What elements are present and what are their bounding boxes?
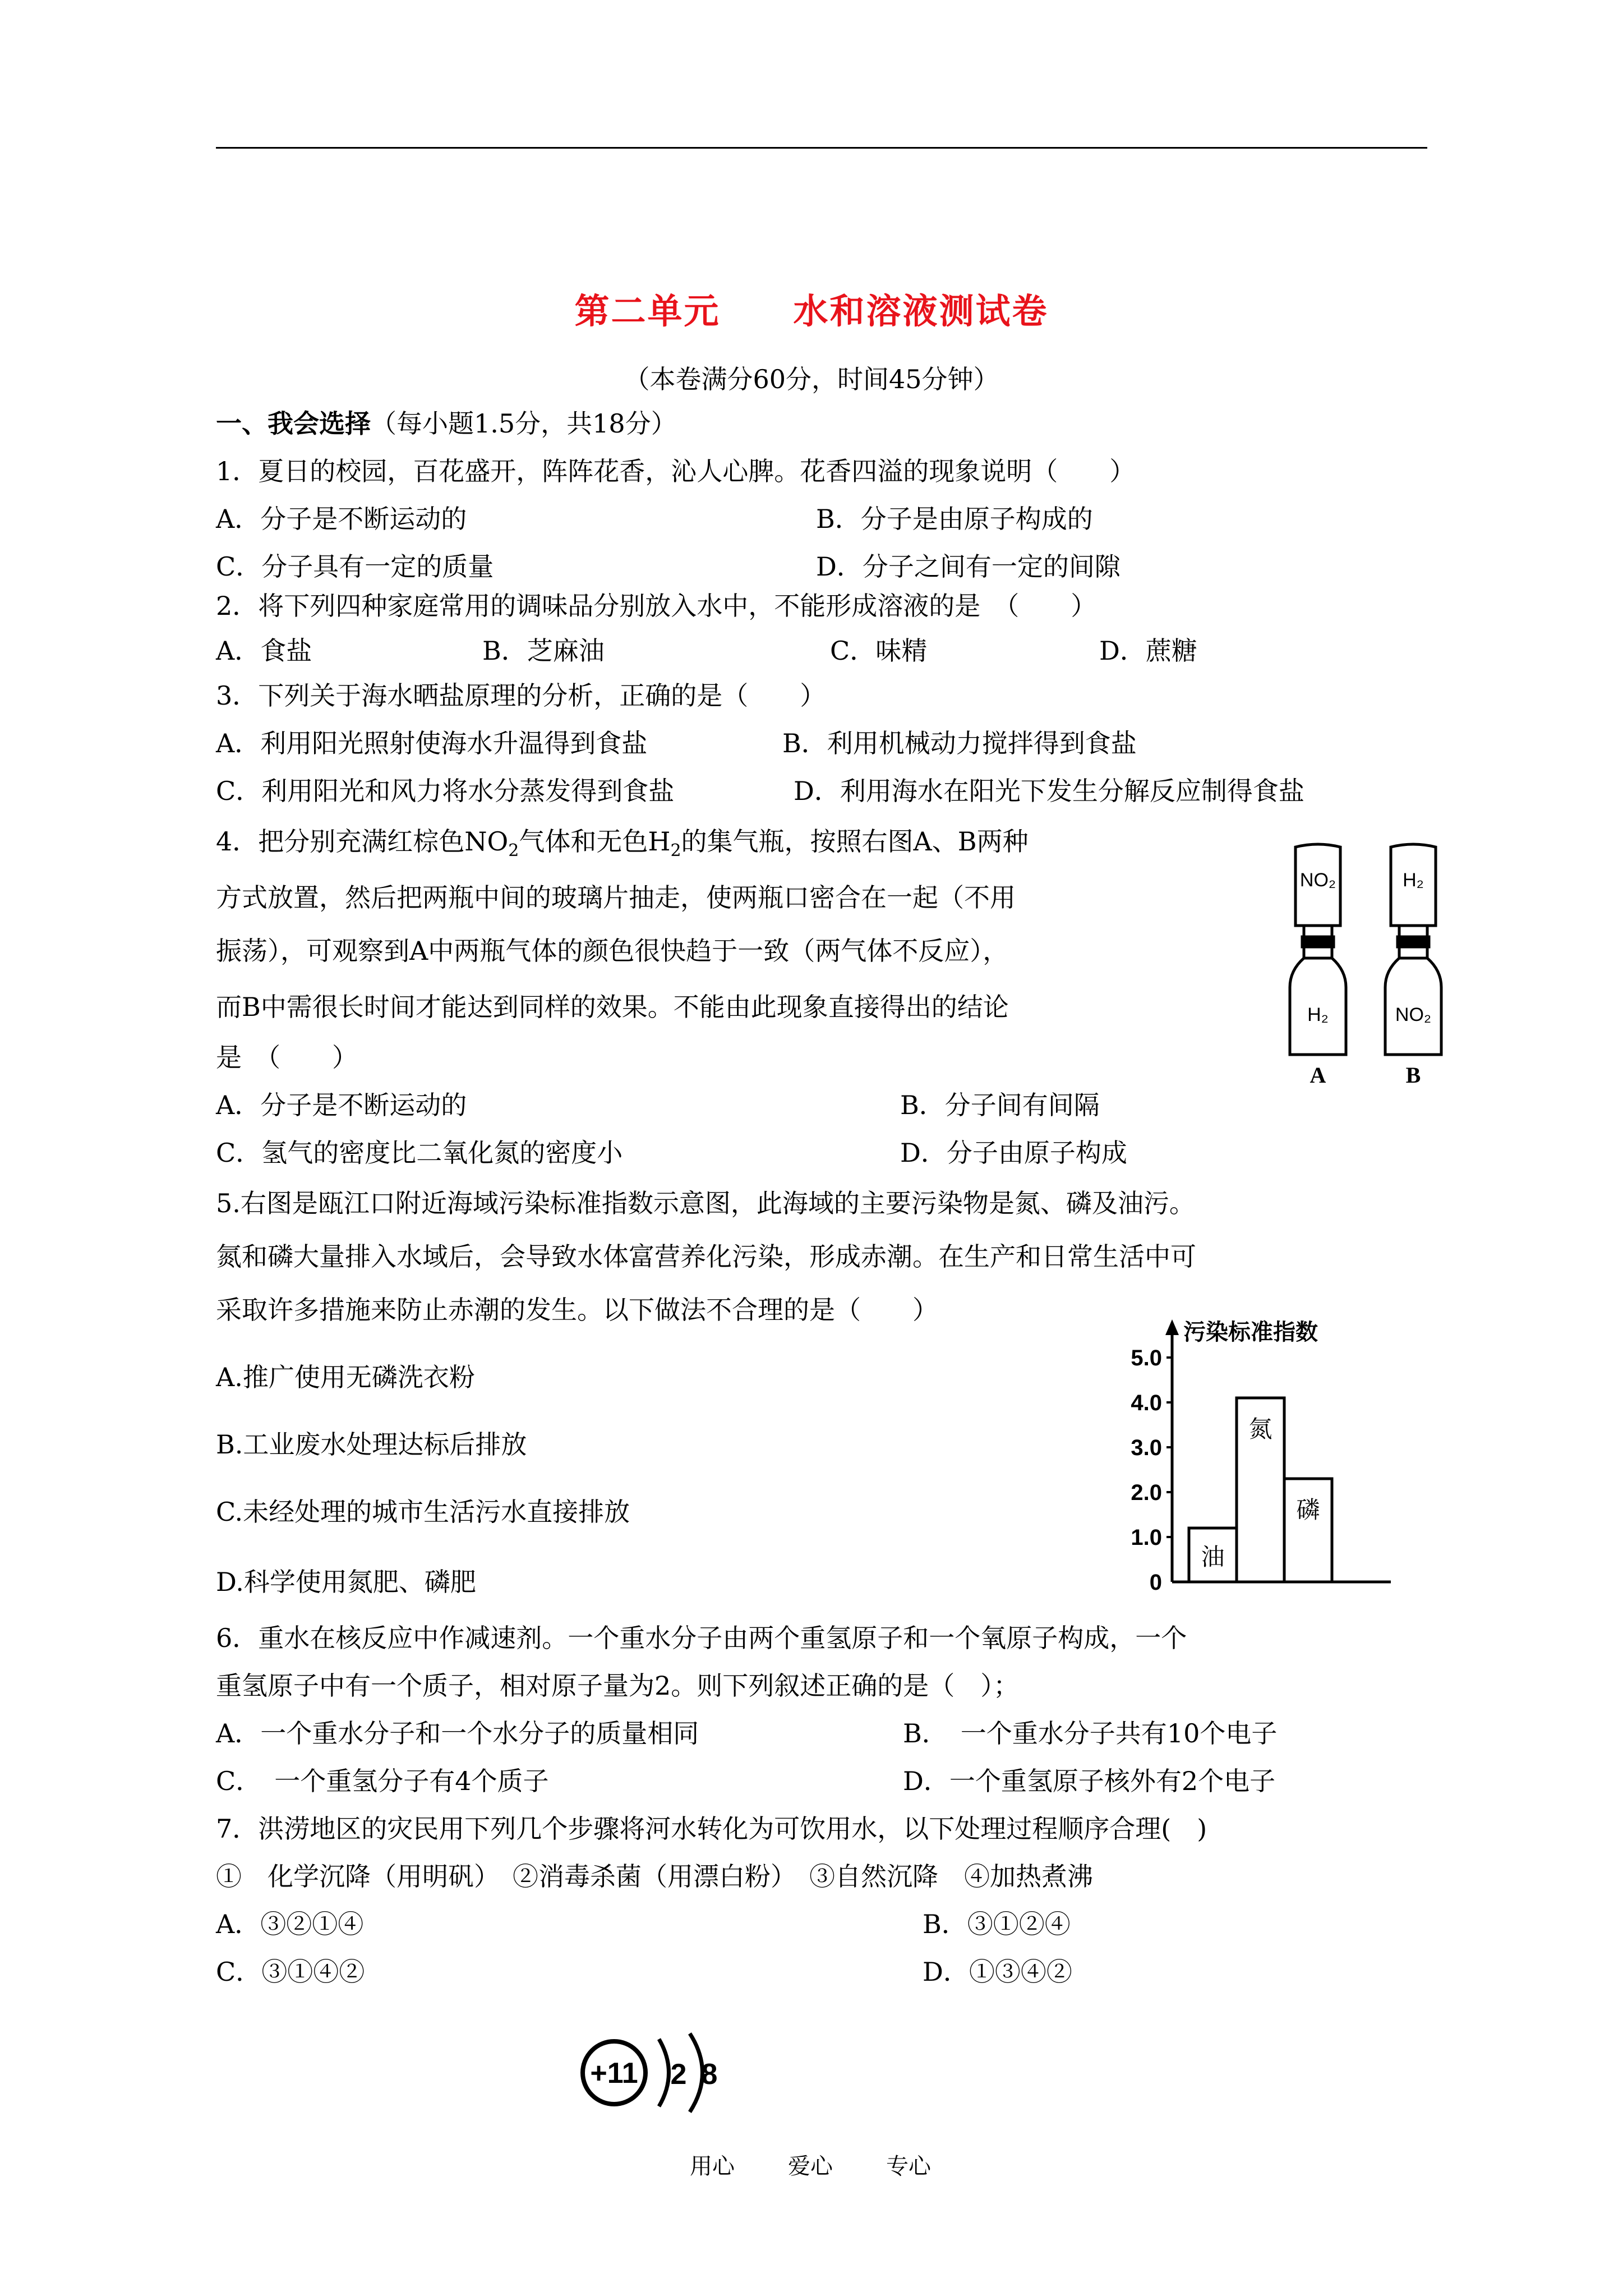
q7-stem: 7．洪涝地区的灾民用下列几个步骤将河水转化为可饮用水，以下处理过程顺序合理( ) <box>216 1814 1207 1844</box>
q2-option-b: B．芝麻油 <box>482 636 605 666</box>
bar-label-3: 磷 <box>1296 1496 1320 1524</box>
q5-option-d: D.科学使用氮肥、磷肥 <box>216 1567 476 1597</box>
q6-line-1: 6．重水在核反应中作减速剂。一个重水分子由两个重氢原子和一个氧原子构成，一个 <box>216 1623 1187 1653</box>
bar-label-2: 氮 <box>1248 1415 1272 1443</box>
q1-option-c: C．分子具有一定的质量 <box>216 551 494 582</box>
y-tick-label: 2.0 <box>1131 1480 1162 1505</box>
q4-option-b: B．分子间有间隔 <box>900 1090 1100 1120</box>
y-tick-label: 0 <box>1149 1570 1162 1595</box>
q1-option-d: D．分子之间有一定的间隙 <box>816 551 1121 582</box>
page-title: 第二单元 水和溶液测试卷 <box>574 291 1049 332</box>
q4-line-2: 方式放置，然后把两瓶中间的玻璃片抽走，使两瓶口密合在一起（不用 <box>216 882 1016 913</box>
footer-word-3: 专心 <box>886 2154 931 2179</box>
y-axis-arrow <box>1165 1319 1179 1335</box>
q4-line-5: 是 （ ） <box>216 1042 358 1073</box>
q3-option-c: C．利用阳光和风力将水分蒸发得到食盐 <box>216 776 675 806</box>
figure-label-a: A <box>1310 1062 1326 1088</box>
header-rule <box>216 147 1427 149</box>
electron-shell-2 <box>690 2033 703 2112</box>
bar-label-1: 油 <box>1201 1543 1225 1571</box>
y-tick-label: 1.0 <box>1131 1525 1162 1550</box>
q3-option-a: A．利用阳光照射使海水升温得到食盐 <box>216 728 648 758</box>
q2-option-d: D．蔗糖 <box>1099 636 1197 666</box>
shell-1-electrons: 2 <box>670 2058 687 2091</box>
q5-option-c: C.未经处理的城市生活污水直接排放 <box>216 1497 630 1527</box>
electron-shell-1 <box>659 2039 669 2106</box>
q4-option-c: C．氢气的密度比二氧化氮的密度小 <box>216 1138 623 1168</box>
q6-option-d: D．一个重氢原子核外有2个电子 <box>903 1766 1276 1796</box>
jar-a-bottom-label: H₂ <box>1307 1004 1329 1025</box>
y-tick-label: 3.0 <box>1131 1435 1162 1460</box>
q4-line-4: 而B中需很长时间才能达到同样的效果。不能由此现象直接得出的结论 <box>216 992 1009 1022</box>
q7-steps: ① 化学沉降（用明矾） ②消毒杀菌（用漂白粉） ③自然沉降 ④加热煮沸 <box>216 1861 1093 1892</box>
q4-line-1: 4．把分别充满红棕色$NO_2$气体和无色$H_2$的集气瓶，按照右图A、B两种 <box>216 826 1029 861</box>
q4-option-a: A．分子是不断运动的 <box>216 1090 467 1120</box>
q5-option-a: A.推广使用无磷洗衣粉 <box>216 1362 475 1392</box>
q7-option-b: B．③①②④ <box>923 1909 1071 1939</box>
q5-line-3: 采取许多措施来防止赤潮的发生。以下做法不合理的是（ ） <box>216 1295 938 1325</box>
q7-option-d: D．①③④② <box>923 1957 1072 1987</box>
q1-stem: 1．夏日的校园，百花盛开，阵阵花香，沁人心脾。花香四溢的现象说明（ ） <box>216 456 1136 486</box>
section-heading: 一、我会选择（每小题1.5分，共18分） <box>216 408 677 439</box>
q7-option-c: C．③①④② <box>216 1957 365 1987</box>
q5-line-2: 氮和磷大量排入水域后，会导致水体富营养化污染，形成赤潮。在生产和日常生活中可 <box>216 1241 1196 1272</box>
jar-a-top-label: NO₂ <box>1299 869 1336 891</box>
q6-option-c: C． 一个重氢分子有4个质子 <box>216 1766 549 1796</box>
q6-line-2: 重氢原子中有一个质子，相对原子量为2。则下列叙述正确的是（ ）； <box>216 1671 1020 1701</box>
q3-option-d: D．利用海水在阳光下发生分解反应制得食盐 <box>794 776 1304 806</box>
figure-label-b: B <box>1405 1062 1421 1088</box>
y-tick-label: 4.0 <box>1131 1391 1162 1415</box>
q3-stem: 3．下列关于海水晒盐原理的分析，正确的是（ ） <box>216 680 826 711</box>
q1-option-a: A．分子是不断运动的 <box>216 504 467 534</box>
jar-b-bottom-label: NO₂ <box>1395 1004 1432 1025</box>
q4-line-3: 振荡），可观察到A中两瓶气体的颜色很快趋于一致（两气体不反应）， <box>216 936 1009 966</box>
y-tick-label: 5.0 <box>1131 1346 1162 1370</box>
gas-jar-figure <box>1273 841 1453 1088</box>
q5-option-b: B.工业废水处理达标后排放 <box>216 1429 527 1460</box>
atom-structure-diagram <box>575 2028 743 2118</box>
q2-option-c: C．味精 <box>830 636 928 666</box>
q3-option-b: B．利用机械动力搅拌得到食盐 <box>782 728 1137 758</box>
q6-option-b: B． 一个重水分子共有10个电子 <box>903 1718 1278 1749</box>
pollution-index-chart <box>1110 1313 1402 1610</box>
q7-option-a: A．③②①④ <box>216 1909 364 1939</box>
nucleus-charge: +11 <box>590 2057 638 2090</box>
q2-stem: 2．将下列四种家庭常用的调味品分别放入水中，不能形成溶液的是 （ ） <box>216 591 1097 621</box>
jar-b-top-label: H₂ <box>1403 869 1424 891</box>
q5-line-1: 5.右图是瓯江口附近海域污染标准指数示意图，此海域的主要污染物是氮、磷及油污。 <box>216 1188 1195 1218</box>
q6-option-a: A．一个重水分子和一个水分子的质量相同 <box>216 1718 699 1749</box>
footer-word-2: 爱心 <box>788 2154 833 2179</box>
q1-option-b: B．分子是由原子构成的 <box>816 504 1093 534</box>
y-axis-label: 污染标准指数 <box>1183 1319 1318 1345</box>
bar-3 <box>1284 1479 1332 1582</box>
q4-option-d: D．分子由原子构成 <box>900 1138 1127 1168</box>
q2-option-a: A．食盐 <box>216 636 312 666</box>
footer-word-1: 用心 <box>690 2154 735 2179</box>
page-subtitle: （本卷满分60分，时间45分钟） <box>624 364 999 394</box>
shell-2-electrons: 8 <box>701 2058 718 2091</box>
